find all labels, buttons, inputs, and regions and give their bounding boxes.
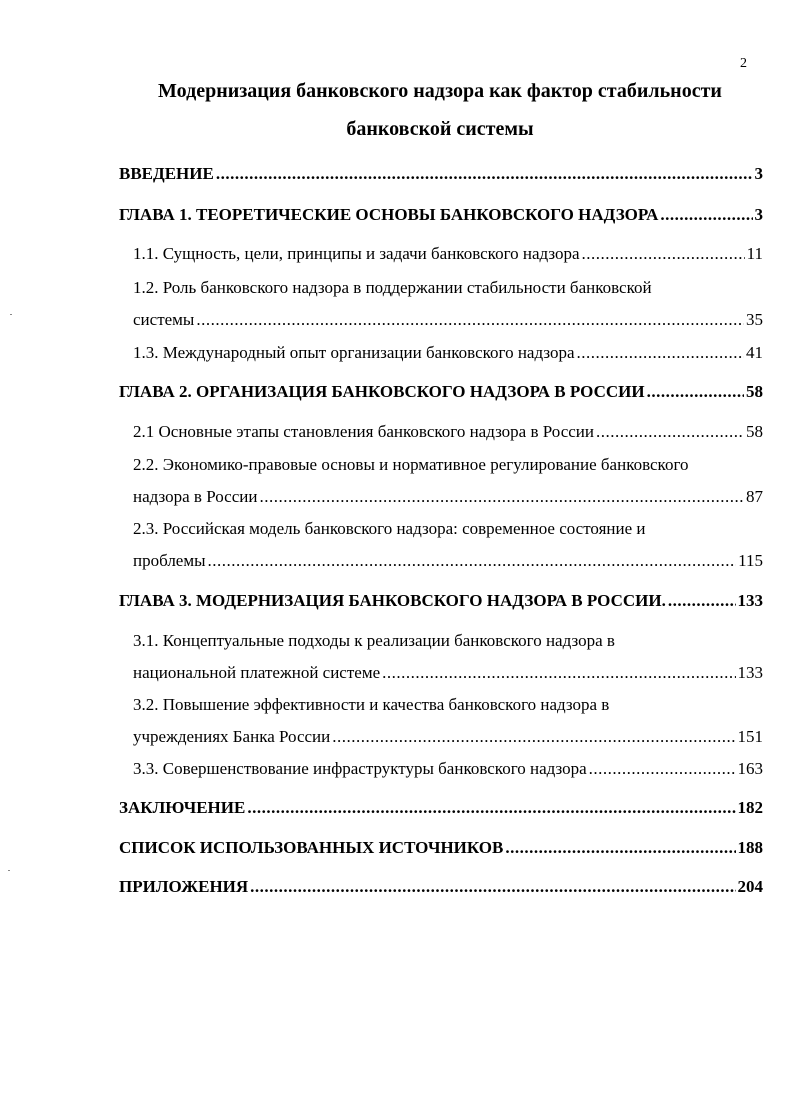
toc-entry-label: 1.1. Сущность, цели, принципы и задачи банковского надзора [133, 244, 580, 263]
page-number: 2 [740, 56, 747, 71]
toc-entry-section-2-3[interactable] [133, 551, 763, 571]
toc-entry-label: системы [133, 310, 195, 329]
toc-entry-page: 87 [746, 487, 763, 506]
toc-entry-section-3-1-line-1[interactable]: 3.1. Концептуальные подходы к реализации банковского надзора в [133, 631, 615, 650]
toc-entry-label: 1.3. Международный опыт организации банковского надзора [133, 343, 575, 362]
toc-entry-section-1-3[interactable] [133, 343, 763, 363]
toc-entry-page: 163 [737, 759, 763, 778]
toc-entry-page: 41 [746, 343, 763, 362]
toc-entry-section-2-3-line-1[interactable]: 2.3. Российская модель банковского надзора: современное состояние и [133, 519, 646, 538]
toc-entry-conclusion[interactable] [119, 798, 763, 818]
toc-entry-label: проблемы [133, 551, 206, 570]
toc-entry-label: ВВЕДЕНИЕ [119, 164, 214, 183]
toc-entry-page: 58 [746, 422, 763, 441]
toc-entry-section-2-2[interactable] [133, 487, 763, 507]
toc-entry-label: надзора в России [133, 487, 258, 506]
document-title-line-2: банковской системы [346, 118, 534, 140]
toc-entry-page: 182 [737, 798, 763, 817]
toc-entry-label: ПРИЛОЖЕНИЯ [119, 877, 249, 896]
toc-entry-page: 115 [738, 551, 763, 570]
toc-entry-section-3-2[interactable] [133, 727, 763, 747]
toc-entry-label: 3.3. Совершенствование инфраструктуры банковского надзора [133, 759, 587, 778]
toc-entry-page: 204 [737, 877, 763, 896]
toc-dot-leader [382, 663, 735, 683]
toc-entry-page: 35 [746, 310, 763, 329]
toc-entry-page: 3 [754, 164, 763, 183]
toc-entry-references[interactable] [119, 838, 763, 858]
toc-entry-label: 2.1 Основные этапы становления банковского надзора в России [133, 422, 594, 441]
toc-entry-section-1-2[interactable] [133, 310, 763, 330]
toc-dot-leader [208, 551, 737, 571]
toc-dot-leader [216, 164, 753, 184]
toc-entry-label: СПИСОК ИСПОЛЬЗОВАННЫХ ИСТОЧНИКОВ [119, 838, 504, 857]
toc-entry-introduction[interactable] [119, 164, 763, 184]
toc-dot-leader [668, 591, 736, 611]
toc-dot-leader [505, 838, 735, 858]
toc-entry-label: учреждениях Банка России [133, 727, 331, 746]
toc-entry-label: ЗАКЛЮЧЕНИЕ [119, 798, 246, 817]
toc-entry-label: ГЛАВА 2. ОРГАНИЗАЦИЯ БАНКОВСКОГО НАДЗОРА В РОССИИ [119, 382, 645, 401]
toc-entry-label: ГЛАВА 1. ТЕОРЕТИЧЕСКИЕ ОСНОВЫ БАНКОВСКОГО НАДЗОРА [119, 205, 659, 224]
toc-entry-label: национальной платежной системе [133, 663, 381, 682]
toc-entry-section-1-1[interactable] [133, 244, 763, 264]
toc-entry-section-3-2-line-1[interactable]: 3.2. Повышение эффективности и качества банковского надзора в [133, 695, 610, 714]
toc-dot-leader [247, 798, 735, 818]
scan-speck [10, 314, 12, 315]
toc-entry-appendices[interactable] [119, 877, 763, 897]
toc-entry-section-3-3[interactable] [133, 759, 763, 779]
toc-entry-page: 133 [737, 591, 763, 610]
toc-entry-page: 58 [746, 382, 763, 401]
toc-dot-leader [647, 382, 744, 402]
toc-entry-section-2-2-line-1[interactable]: 2.2. Экономико-правовые основы и нормативное регулирование банковского [133, 455, 689, 474]
toc-entry-page: 133 [737, 663, 763, 682]
document-title-line-1: Модернизация банковского надзора как фактор стабильности [158, 80, 722, 102]
toc-entry-page: 151 [737, 727, 763, 746]
toc-entry-chapter-3[interactable] [119, 591, 763, 611]
toc-dot-leader [577, 343, 745, 363]
toc-dot-leader [582, 244, 745, 264]
toc-dot-leader [250, 877, 735, 897]
toc-dot-leader [259, 487, 744, 507]
toc-entry-chapter-2[interactable] [119, 382, 763, 402]
toc-dot-leader [660, 205, 752, 225]
toc-entry-section-3-1[interactable] [133, 663, 763, 683]
toc-entry-section-2-1[interactable] [133, 422, 763, 442]
toc-dot-leader [196, 310, 744, 330]
toc-entry-page: 3 [754, 205, 763, 224]
toc-entry-section-1-2-line-1[interactable]: 1.2. Роль банковского надзора в поддержании стабильности банковской [133, 278, 652, 297]
toc-entry-chapter-1[interactable] [119, 205, 763, 225]
scan-speck [8, 870, 10, 871]
toc-entry-page: 11 [746, 244, 763, 263]
toc-dot-leader [596, 422, 744, 442]
toc-dot-leader [589, 759, 736, 779]
toc-entry-label: ГЛАВА 3. МОДЕРНИЗАЦИЯ БАНКОВСКОГО НАДЗОРА В РОССИИ. [119, 591, 666, 610]
toc-entry-page: 188 [737, 838, 763, 857]
toc-dot-leader [332, 727, 735, 747]
